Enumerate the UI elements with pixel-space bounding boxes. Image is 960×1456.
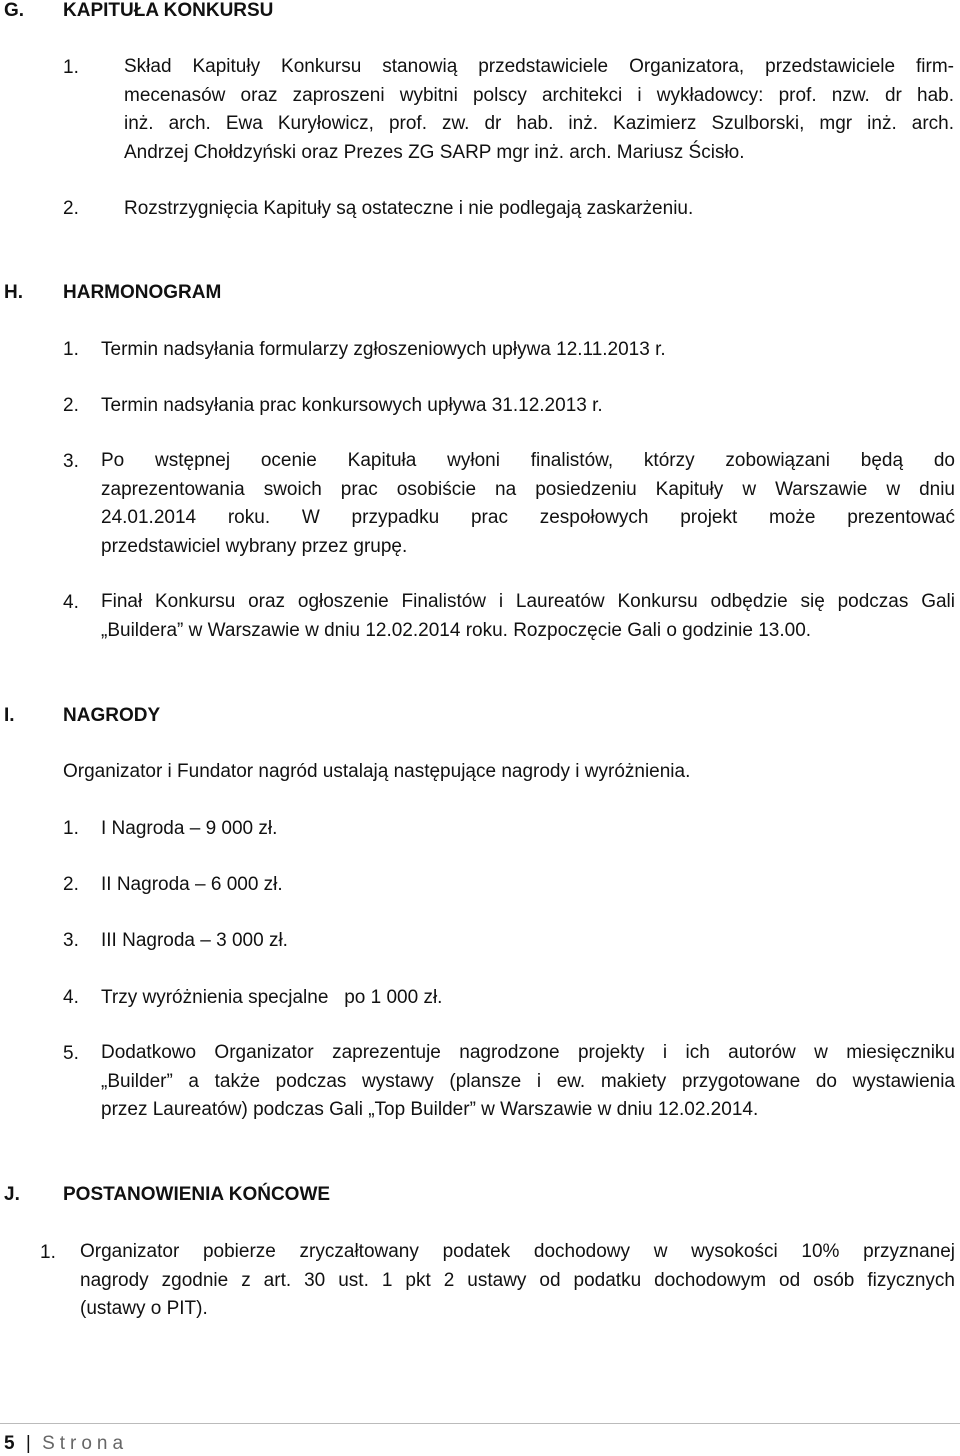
item-number: 1. bbox=[40, 1242, 56, 1263]
list-item-text: Skład Kapituły Konkursu stanowią przedstawiciele Organizatora, przedstawiciele firm- mecenasów oraz zaproszeni wybitni polscy architekci i wykładowcy: prof. nzw. dr hab. inż. arch. Ewa Kuryłowicz, prof. zw. dr hab. inż. Kazimierz Szulborski, mgr inż. arch. Andrzej Chołdzyński oraz Prezes ZG SARP mgr inż. arch. Mariusz Ścisło. bbox=[124, 56, 954, 163]
prize-item: Trzy wyróżnienia specjalne po 1 000 zł. bbox=[101, 987, 443, 1008]
section-letter: I. bbox=[4, 705, 15, 726]
item-number: 4. bbox=[63, 987, 79, 1008]
list-item-text: Finał Konkursu oraz ogłoszenie Finalistów i Laureatów Konkursu odbędzie się podczas Gali „Buildera” w Warszawie w dniu 12.02.2014 roku. Rozpoczęcie Gali o godzinie 13.00. bbox=[101, 591, 955, 641]
prize-item: III Nagroda – 3 000 zł. bbox=[101, 930, 288, 951]
item-number: 2. bbox=[63, 874, 79, 895]
item-number: 1. bbox=[63, 818, 79, 839]
item-number: 4. bbox=[63, 592, 79, 613]
list-item-text: Rozstrzygnięcia Kapituły są ostateczne i nie podlegają zaskarżeniu. bbox=[124, 198, 694, 219]
section-heading: HARMONOGRAM bbox=[63, 282, 222, 303]
prize-item: II Nagroda – 6 000 zł. bbox=[101, 874, 283, 895]
section-letter: G. bbox=[4, 0, 25, 21]
item-number: 3. bbox=[63, 930, 79, 951]
section-intro: Organizator i Fundator nagród ustalają następujące nagrody i wyróżnienia. bbox=[63, 761, 691, 782]
list-item-text: Termin nadsyłania prac konkursowych upływa 31.12.2013 r. bbox=[101, 395, 603, 416]
page-footer bbox=[4, 1433, 128, 1455]
section-heading: NAGRODY bbox=[63, 705, 161, 726]
page-number: 5 bbox=[4, 1433, 15, 1454]
list-item-text: Termin nadsyłania formularzy zgłoszeniowych upływa 12.11.2013 r. bbox=[101, 339, 666, 360]
item-number: 5. bbox=[63, 1043, 79, 1064]
footer-separator: | bbox=[25, 1433, 31, 1454]
section-letter: J. bbox=[4, 1184, 20, 1205]
section-heading: KAPITUŁA KONKURSU bbox=[63, 0, 274, 21]
section-heading: POSTANOWIENIA KOŃCOWE bbox=[63, 1184, 331, 1205]
prize-item: I Nagroda – 9 000 zł. bbox=[101, 818, 278, 839]
item-number: 2. bbox=[63, 395, 79, 416]
footer-label: Strona bbox=[42, 1433, 129, 1454]
item-number: 1. bbox=[63, 339, 79, 360]
footer-divider bbox=[0, 1423, 960, 1424]
item-number: 1. bbox=[63, 57, 79, 78]
item-number: 3. bbox=[63, 451, 79, 472]
item-number: 2. bbox=[63, 198, 79, 219]
list-item-text: Organizator pobierze zryczałtowany podatek dochodowy w wysokości 10% przyznanej nagrody zgodnie z art. 30 ust. 1 pkt 2 ustawy od podatku dochodowym od osób fizycznych (ustawy o PIT). bbox=[80, 1241, 955, 1319]
list-item-text: Dodatkowo Organizator zaprezentuje nagrodzone projekty i ich autorów w miesięczniku „Builder” a także podczas wystawy (plansze i ew. makiety przygotowane do wystawienia przez Laureatów) podczas Gali „Top Builder” w Warszawie w dniu 12.02.2014. bbox=[101, 1042, 955, 1120]
list-item-text: Po wstępnej ocenie Kapituła wyłoni finalistów, którzy zobowiązani będą do zaprezentowania swoich prac osobiście na posiedzeniu Kapituły w Warszawie w dniu 24.01.2014 roku. W przypadku prac zespołowych projekt może prezentować przedstawiciel wybrany przez grupę. bbox=[101, 450, 955, 557]
section-letter: H. bbox=[4, 282, 23, 303]
